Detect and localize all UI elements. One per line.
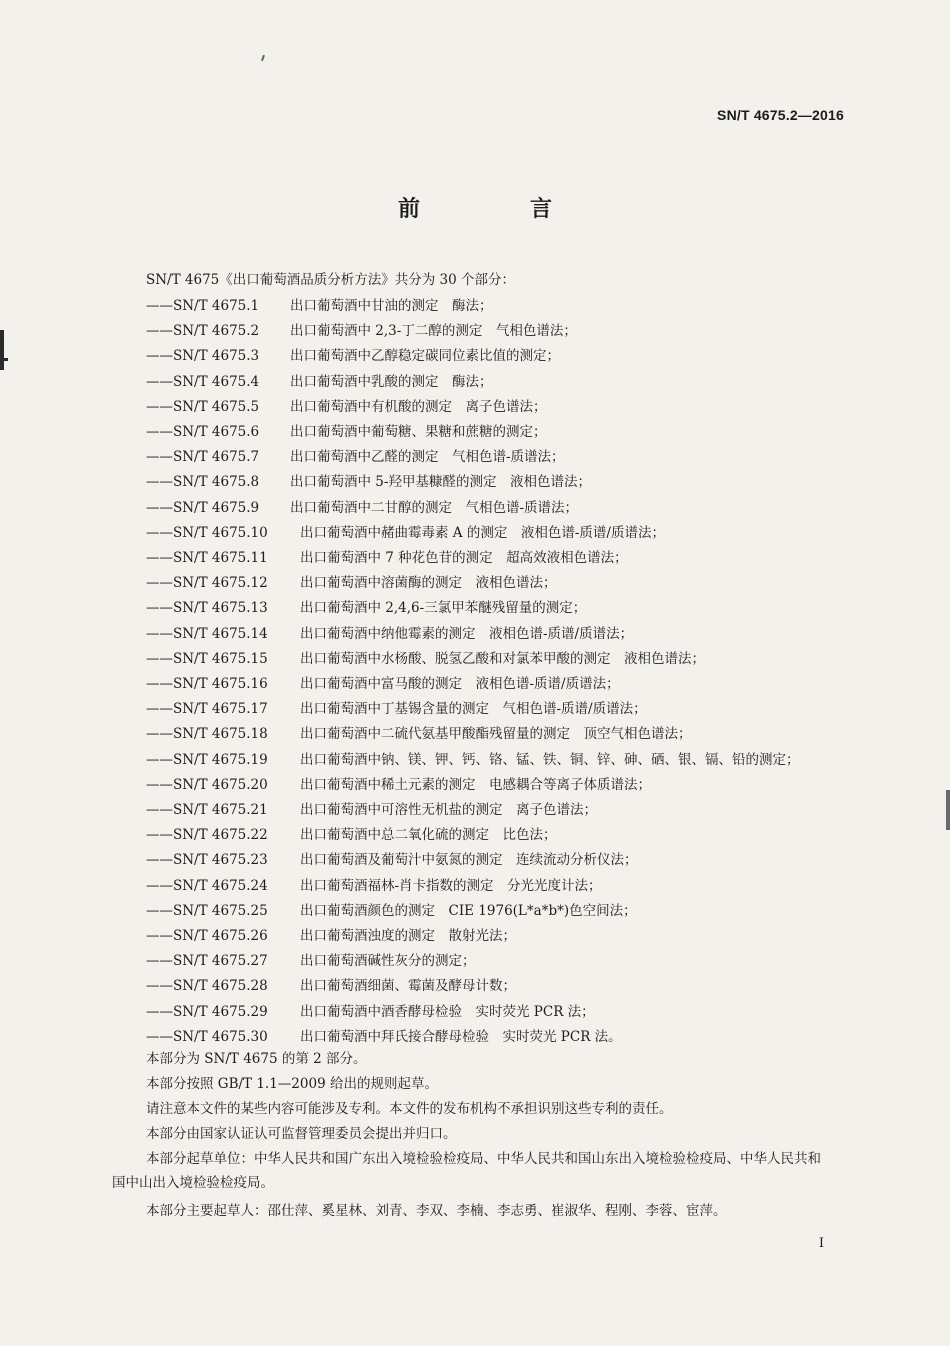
part-code: ——SN/T 4675.28 — [146, 978, 268, 995]
part-title: 出口葡萄酒中富马酸的测定 液相色谱-质谱/质谱法； — [300, 676, 620, 692]
statement-drafters: 本部分主要起草人：邵仕萍、奚星林、刘青、李双、李楠、李志勇、崔淑华、程刚、李蓉、宦萍。 — [146, 1203, 727, 1219]
part-code: ——SN/T 4675.25 — [146, 902, 268, 919]
part-list-item — [146, 322, 577, 340]
part-list-item — [146, 423, 547, 441]
part-code: ——SN/T 4675.5 — [146, 398, 260, 415]
part-list-item — [146, 1003, 595, 1021]
part-code: ——SN/T 4675.14 — [146, 625, 268, 642]
part-list-item — [146, 297, 493, 315]
part-code: ——SN/T 4675.9 — [146, 499, 260, 516]
part-code: ——SN/T 4675.21 — [146, 802, 268, 818]
part-title: 出口葡萄酒福林-肖卡指数的测定 分光光度计法； — [300, 877, 602, 894]
part-code: ——SN/T 4675.1 — [146, 298, 260, 314]
part-list-item — [146, 599, 586, 617]
part-code: ——SN/T 4675.3 — [146, 348, 260, 365]
part-title: 出口葡萄酒中酒香酵母检验 实时荧光 PCR 法； — [300, 1003, 595, 1020]
statement-patent-notice: 请注意本文件的某些内容可能涉及专利。本文件的发布机构不承担识别这些专利的责任。 — [146, 1101, 673, 1117]
intro-line: SN/T 4675《出口葡萄酒品质分析方法》共分为 30 个部分： — [146, 272, 516, 288]
part-code: ——SN/T 4675.23 — [146, 852, 268, 869]
part-code: ——SN/T 4675.2 — [146, 323, 260, 340]
part-list-item — [146, 675, 620, 693]
part-title: 出口葡萄酒颜色的测定 CIE 1976(L*a*b*)色空间法； — [300, 902, 637, 919]
part-list-item — [146, 826, 557, 844]
part-list-item — [146, 851, 638, 869]
part-list-item — [146, 902, 637, 920]
part-code: ——SN/T 4675.16 — [146, 676, 268, 692]
part-title: 出口葡萄酒中乙醛的测定 气相色谱-质谱法； — [290, 449, 565, 466]
part-list-item — [146, 801, 597, 819]
scan-speck — [2, 358, 8, 361]
part-title: 出口葡萄酒中乙醇稳定碳同位素比值的测定； — [290, 348, 560, 365]
part-list-item — [146, 751, 800, 769]
part-title: 出口葡萄酒中溶菌酶的测定 液相色谱法； — [300, 575, 557, 592]
part-code: ——SN/T 4675.24 — [146, 877, 268, 894]
part-list-item — [146, 977, 516, 995]
part-title: 出口葡萄酒碱性灰分的测定； — [300, 953, 476, 970]
part-code: ——SN/T 4675.12 — [146, 575, 268, 592]
part-list-item — [146, 524, 665, 542]
part-list-item — [146, 700, 647, 718]
part-code: ——SN/T 4675.11 — [146, 550, 268, 566]
part-title: 出口葡萄酒中二甘醇的测定 气相色谱-质谱法； — [290, 499, 579, 516]
part-title: 出口葡萄酒中 5-羟甲基糠醛的测定 液相色谱法； — [290, 474, 591, 491]
part-code: ——SN/T 4675.7 — [146, 449, 260, 466]
statement-drafting-rules: 本部分按照 GB/T 1.1—2009 给出的规则起草。 — [146, 1076, 438, 1092]
part-code: ——SN/T 4675.19 — [146, 751, 268, 768]
part-list-item — [146, 1028, 622, 1046]
part-list-item — [146, 650, 705, 668]
part-code: ——SN/T 4675.13 — [146, 600, 268, 617]
part-code: ——SN/T 4675.26 — [146, 928, 268, 944]
page-title: 前 言 — [397, 197, 596, 222]
statement-drafting-units: 本部分起草单位：中华人民共和国广东出入境检验检疫局、中华人民共和国山东出入境检验检疫局、中华人民共和国中山出入境检验检疫局。 — [112, 1151, 821, 1191]
part-list-item — [146, 877, 602, 895]
part-code: ——SN/T 4675.15 — [146, 650, 268, 667]
part-title: 出口葡萄酒中赭曲霉毒素 A 的测定 液相色谱-质谱/质谱法； — [300, 524, 665, 541]
part-code: ——SN/T 4675.29 — [146, 1003, 268, 1020]
part-title: 出口葡萄酒中可溶性无机盐的测定 离子色谱法； — [300, 802, 597, 818]
part-code: ——SN/T 4675.22 — [146, 827, 268, 844]
part-code: ——SN/T 4675.18 — [146, 726, 268, 743]
part-list-item — [146, 499, 578, 517]
part-list-item — [146, 549, 628, 567]
page-number: I — [818, 1236, 824, 1251]
part-title: 出口葡萄酒中钠、镁、钾、钙、铬、锰、铁、铜、锌、砷、硒、银、镉、铅的测定； — [300, 751, 800, 768]
part-list-item — [146, 347, 560, 365]
scan-speck — [0, 330, 4, 370]
part-list-item — [146, 398, 547, 416]
part-code: ——SN/T 4675.4 — [146, 373, 260, 390]
part-title: 出口葡萄酒及葡萄汁中氨氮的测定 连续流动分析仪法； — [300, 852, 638, 869]
part-title: 出口葡萄酒中 7 种花色苷的测定 超高效液相色谱法； — [300, 550, 628, 566]
part-title: 出口葡萄酒中有机酸的测定 离子色谱法； — [290, 398, 547, 415]
part-title: 出口葡萄酒中水杨酸、脱氢乙酸和对氯苯甲酸的测定 液相色谱法； — [300, 650, 705, 667]
part-title: 出口葡萄酒中稀土元素的测定 电感耦合等离子体质谱法； — [300, 776, 651, 793]
scan-speck — [261, 55, 265, 61]
part-code: ——SN/T 4675.17 — [146, 701, 268, 718]
part-list-item — [146, 574, 557, 592]
part-list-item — [146, 725, 692, 743]
part-list-item — [146, 952, 476, 970]
part-code: ——SN/T 4675.27 — [146, 953, 268, 970]
part-list-item — [146, 776, 651, 794]
part-title: 出口葡萄酒中甘油的测定 酶法； — [290, 298, 493, 314]
part-list-item — [146, 373, 493, 391]
part-title: 出口葡萄酒中 2,3-丁二醇的测定 气相色谱法； — [290, 323, 577, 340]
part-title: 出口葡萄酒中二硫代氨基甲酸酯残留量的测定 顶空气相色谱法； — [300, 726, 692, 743]
statement-proposer: 本部分由国家认证认可监督管理委员会提出并归口。 — [146, 1126, 457, 1142]
part-title: 出口葡萄酒中拜氏接合酵母检验 实时荧光 PCR 法。 — [300, 1028, 622, 1045]
part-list-item — [146, 473, 591, 491]
part-code: ——SN/T 4675.30 — [146, 1028, 268, 1045]
part-code: ——SN/T 4675.8 — [146, 474, 260, 491]
standard-number: SN/T 4675.2—2016 — [717, 107, 844, 123]
part-title: 出口葡萄酒中葡萄糖、果糖和蔗糖的测定； — [290, 424, 547, 440]
part-title: 出口葡萄酒细菌、霉菌及酵母计数； — [300, 978, 516, 995]
part-title: 出口葡萄酒中总二氧化硫的测定 比色法； — [300, 827, 557, 844]
part-title: 出口葡萄酒中 2,4,6-三氯甲苯醚残留量的测定； — [300, 600, 587, 617]
part-title: 出口葡萄酒中纳他霉素的测定 液相色谱-质谱/质谱法； — [300, 625, 634, 642]
part-code: ——SN/T 4675.10 — [146, 524, 268, 541]
part-list-item — [146, 625, 633, 643]
part-code: ——SN/T 4675.6 — [146, 424, 260, 440]
part-list-item — [146, 448, 565, 466]
part-title: 出口葡萄酒中乳酸的测定 酶法； — [290, 373, 493, 390]
part-title: 出口葡萄酒浊度的测定 散射光法； — [300, 928, 516, 944]
part-code: ——SN/T 4675.20 — [146, 776, 268, 793]
part-title: 出口葡萄酒中丁基锡含量的测定 气相色谱-质谱/质谱法； — [300, 701, 647, 718]
scan-speck — [946, 790, 950, 830]
statement-part-number: 本部分为 SN/T 4675 的第 2 部分。 — [146, 1051, 367, 1067]
part-list-item — [146, 927, 516, 945]
